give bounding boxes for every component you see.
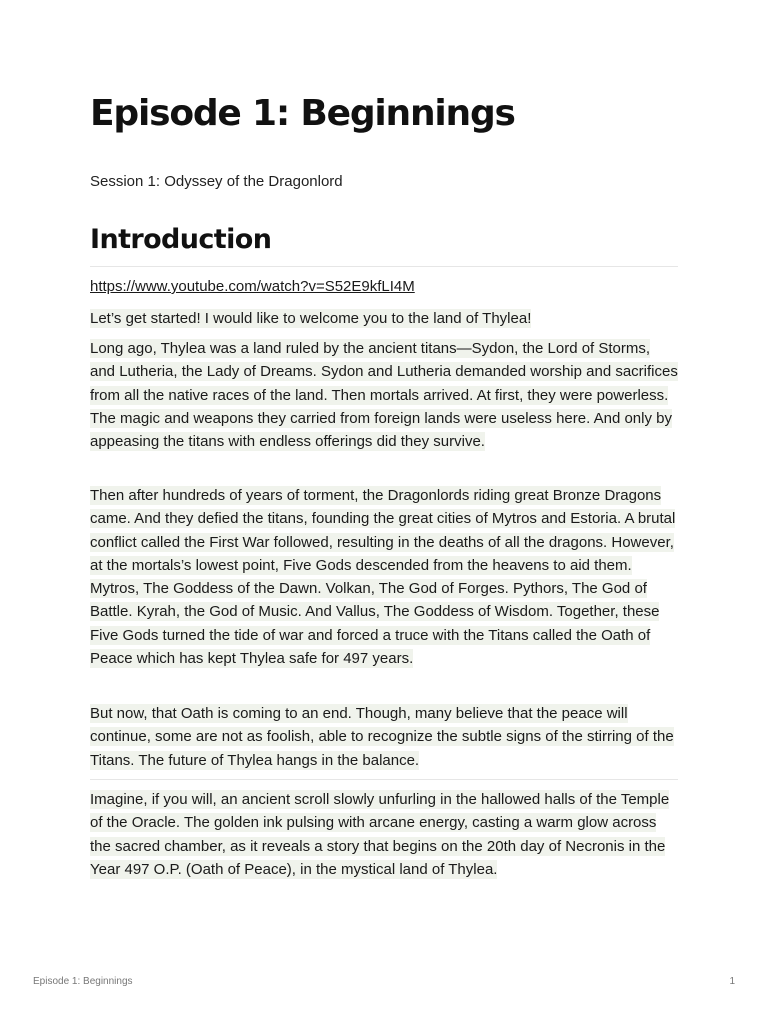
paragraph-text: Then after hundreds of years of torment, the Dragonlords riding great Bronze Dragons came. And they defied the titans, founding the great cities of Mytros and Estoria. A brutal conflict called the First War followed, resulting in the deaths of all the dragons. However, at the mortals’s lowest point, Five Gods descended from the heavens to aid them. Mytros, The Goddess of the Dawn. Volkan, The God of Forges. Pythors, The God of Battle. Kyrah, the God of Music. And Vallus, The Goddess of Wisdom. Together, these Five Gods turned the tide of war and forced a truce with the Titans called the Oath of Peace which has kept Thylea safe for 497 years.	[90, 487, 676, 668]
paragraph-text: But now, that Oath is coming to an end. Though, many believe that the peace will continue, some are not as foolish, able to recognize the subtle signs of the stirring of the Titans. The future of Thylea hangs in the balance.	[90, 705, 674, 769]
section-heading: Introduction	[90, 224, 272, 255]
page-subtitle: Session 1: Odyssey of the Dragonlord	[90, 173, 343, 190]
paragraph-welcome	[90, 307, 678, 330]
divider	[90, 266, 678, 267]
paragraph-scroll	[90, 788, 678, 881]
youtube-link[interactable]: https://www.youtube.com/watch?v=S52E9kfLI4M	[90, 278, 415, 295]
page-title: Episode 1: Beginnings	[90, 93, 515, 134]
paragraph-titans	[90, 337, 678, 453]
paragraph-text: Long ago, Thylea was a land ruled by the ancient titans—Sydon, the Lord of Storms, and Lutheria, the Lady of Dreams. Sydon and Lutheria demanded worship and sacrifices from all the native races of the land. Then mortals arrived. At first, they were powerless. The magic and weapons they carried from foreign lands were useless here. And only by appeasing the titans with endless offerings did they survive.	[90, 340, 678, 451]
divider	[90, 779, 678, 780]
paragraph-dragonlords	[90, 484, 678, 670]
paragraph-text: Imagine, if you will, an ancient scroll slowly unfurling in the hallowed halls of the Temple of the Oracle. The golden ink pulsing with arcane energy, casting a warm glow across the sacred chamber, as it reveals a story that begins on the 20th day of Necronis in the Year 497 O.P. (Oath of Peace), in the mystical land of Thylea.	[90, 791, 670, 878]
paragraph-oath	[90, 702, 678, 772]
page-number: 1	[729, 976, 735, 987]
paragraph-text: Let’s get started! I would like to welcome you to the land of Thylea!	[90, 310, 532, 327]
footer-title: Episode 1: Beginnings	[33, 976, 133, 987]
